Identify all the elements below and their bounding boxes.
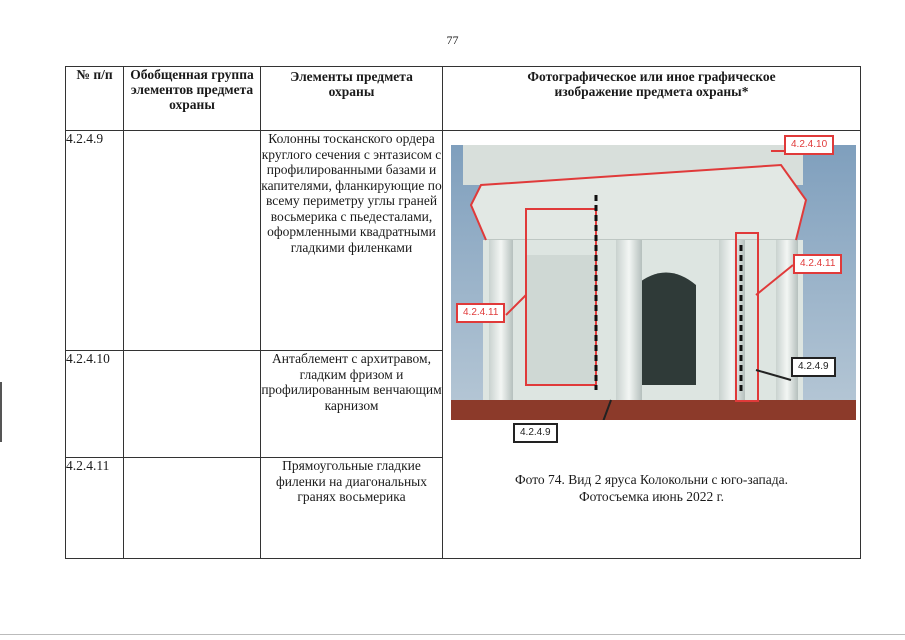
header-elements: Элементы предмета охраны bbox=[261, 67, 443, 131]
table-header-row bbox=[66, 67, 861, 131]
protection-table bbox=[65, 66, 861, 559]
label-cornice: 4.2.4.10 bbox=[784, 135, 834, 155]
scan-edge-mark bbox=[0, 634, 905, 635]
header-image: Фотографическое или иное графическое изображение предмета охраны* bbox=[443, 67, 861, 131]
photo-cell bbox=[443, 131, 861, 559]
row-number: 4.2.4.10 bbox=[66, 351, 124, 458]
belltower-photo bbox=[451, 139, 856, 438]
row-description: Колонны тосканского ордера круглого сечения с энтазисом с профилированными базами и капителями, фланкирующие по всему периметру углы граней восьмерика с пьедесталами, оформленными квадратными гладкими филенками bbox=[261, 131, 443, 351]
page-number: 77 bbox=[446, 33, 459, 47]
label-column-bottom: 4.2.4.9 bbox=[513, 423, 558, 443]
row-description: Антаблемент с архитравом, гладким фризом и профилированным венчающим карнизом bbox=[261, 351, 443, 458]
row-group bbox=[124, 458, 261, 559]
row-number: 4.2.4.9 bbox=[66, 131, 124, 351]
caption-line-1: Фото 74. Вид 2 яруса Колокольни с юго-запада. bbox=[514, 472, 789, 487]
row-description: Прямоугольные гладкие филенки на диагональных гранях восьмерика bbox=[261, 458, 443, 559]
photo-caption bbox=[443, 471, 860, 505]
row-group bbox=[124, 131, 261, 351]
row-group bbox=[124, 351, 261, 458]
table-row bbox=[66, 131, 861, 351]
row-number: 4.2.4.11 bbox=[66, 458, 124, 559]
label-panel-left: 4.2.4.11 bbox=[456, 303, 505, 323]
header-num: № п/п bbox=[66, 67, 124, 131]
belltower-photo-image bbox=[451, 145, 856, 420]
header-group: Обобщенная группа элементов предмета охраны bbox=[124, 67, 261, 131]
label-column-right: 4.2.4.9 bbox=[791, 357, 836, 377]
scan-edge-mark bbox=[0, 382, 2, 442]
caption-line-2: Фотосъемка июнь 2022 г. bbox=[578, 489, 725, 504]
label-panel-right: 4.2.4.11 bbox=[793, 254, 842, 274]
